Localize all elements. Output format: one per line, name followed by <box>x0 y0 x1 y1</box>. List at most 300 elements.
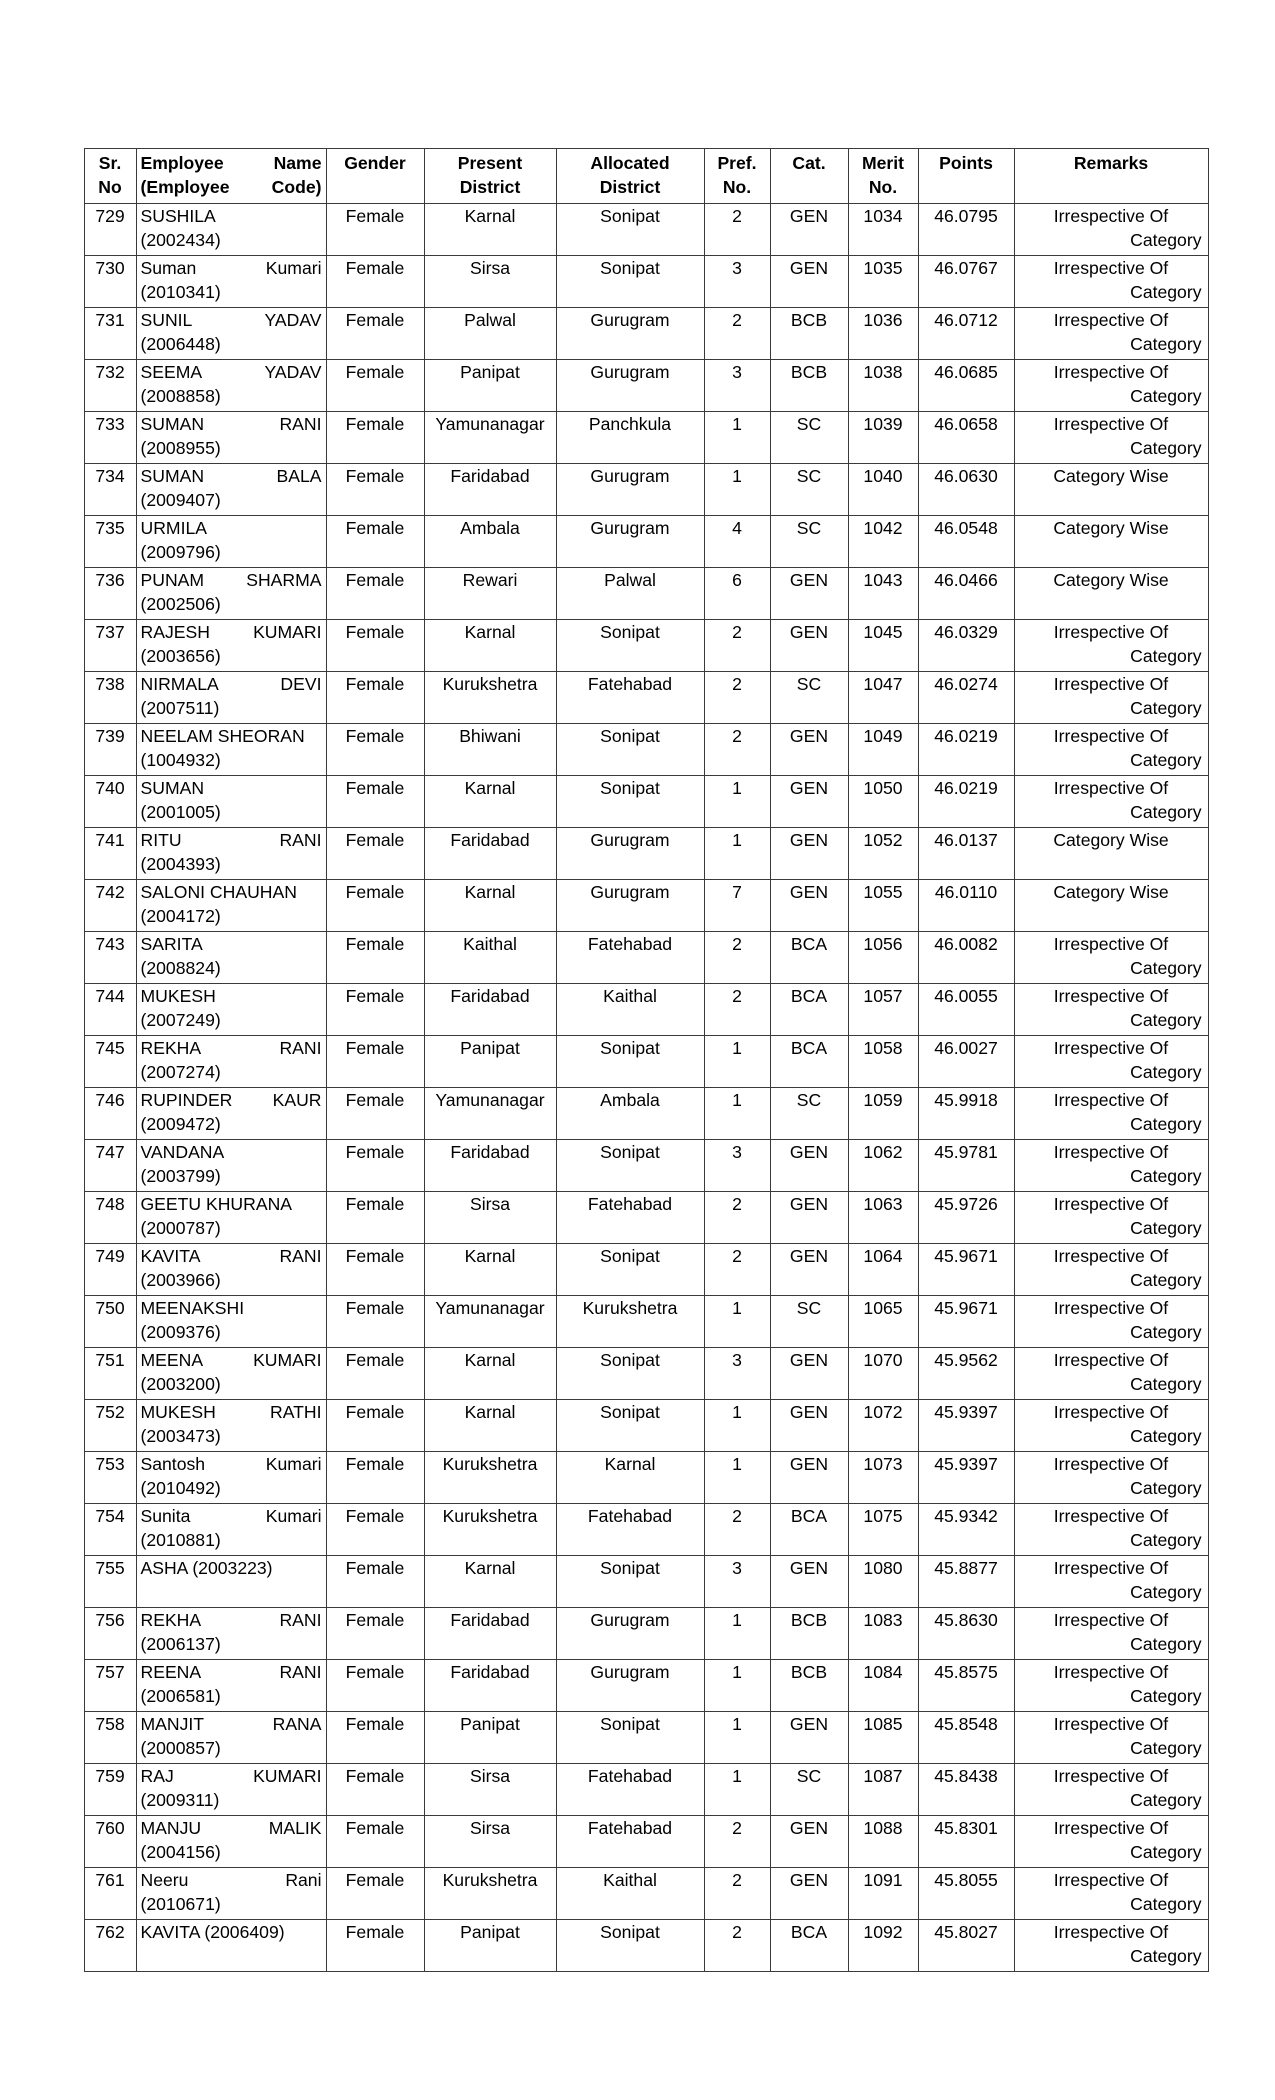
cell-merit-no: 1070 <box>848 1348 918 1400</box>
cell-points: 45.9726 <box>918 1192 1014 1244</box>
cell-allocated-district: Gurugram <box>556 516 704 568</box>
cell-points: 46.0466 <box>918 568 1014 620</box>
remarks-line-2: Category <box>1130 281 1202 302</box>
cell-category: BCB <box>770 1608 848 1660</box>
cell-employee-name <box>136 1452 326 1504</box>
cell-category: SC <box>770 1296 848 1348</box>
table-row <box>84 360 1208 412</box>
cell-remarks <box>1014 256 1208 308</box>
cell-merit-no: 1062 <box>848 1140 918 1192</box>
cell-sr-no: 761 <box>84 1868 136 1920</box>
employee-code-text: (2007274) <box>140 1061 221 1082</box>
cell-pref-no: 2 <box>704 1504 770 1556</box>
cell-points: 45.9918 <box>918 1088 1014 1140</box>
employee-name-text: RUPINDER KAUR <box>140 1090 322 1110</box>
cell-gender: Female <box>326 828 424 880</box>
cell-employee-name <box>136 984 326 1036</box>
cell-remarks <box>1014 1192 1208 1244</box>
employee-name-text: KAVITA (2006409) <box>140 1922 285 1942</box>
cell-sr-no: 732 <box>84 360 136 412</box>
cell-employee-name <box>136 256 326 308</box>
cell-allocated-district: Sonipat <box>556 1712 704 1764</box>
cell-merit-no: 1092 <box>848 1920 918 1972</box>
cell-category: SC <box>770 1764 848 1816</box>
cell-category: GEN <box>770 1400 848 1452</box>
remarks-line-1: Irrespective Of <box>1053 1194 1169 1214</box>
cell-employee-name <box>136 1036 326 1088</box>
remarks-text: Category Wise <box>1053 570 1169 590</box>
header-line-1: Allocated <box>590 153 670 173</box>
cell-merit-no: 1087 <box>848 1764 918 1816</box>
remarks-line-1: Irrespective Of <box>1053 1142 1169 1162</box>
cell-points: 45.8301 <box>918 1816 1014 1868</box>
cell-points: 45.9671 <box>918 1296 1014 1348</box>
cell-allocated-district: Sonipat <box>556 620 704 672</box>
cell-allocated-district: Sonipat <box>556 1244 704 1296</box>
employee-name-text: Santosh Kumari <box>140 1454 322 1474</box>
remarks-text <box>1019 413 1204 460</box>
cell-pref-no: 3 <box>704 1556 770 1608</box>
cell-remarks <box>1014 1348 1208 1400</box>
cell-gender: Female <box>326 1400 424 1452</box>
employee-code-text: (2000787) <box>140 1217 221 1238</box>
cell-pref-no: 4 <box>704 516 770 568</box>
remarks-line-2: Category <box>1130 1945 1202 1966</box>
cell-employee-name <box>136 1556 326 1608</box>
cell-employee-name <box>136 1244 326 1296</box>
cell-gender: Female <box>326 880 424 932</box>
cell-allocated-district: Panchkula <box>556 412 704 464</box>
employee-name-text: MEENAKSHI <box>140 1298 245 1318</box>
cell-remarks <box>1014 1920 1208 1972</box>
cell-pref-no: 2 <box>704 984 770 1036</box>
table-row <box>84 1712 1208 1764</box>
cell-allocated-district: Sonipat <box>556 1920 704 1972</box>
remarks-text <box>1019 309 1204 356</box>
employee-name-text: SUMAN <box>140 778 205 798</box>
remarks-line-1: Irrespective Of <box>1053 1922 1169 1942</box>
remarks-line-2: Category <box>1130 1633 1202 1654</box>
remarks-line-1: Irrespective Of <box>1053 1454 1169 1474</box>
column-header-gender: Gender <box>326 149 424 204</box>
remarks-text <box>1019 1921 1204 1968</box>
cell-sr-no: 751 <box>84 1348 136 1400</box>
remarks-line-1: Irrespective Of <box>1053 726 1169 746</box>
table-row <box>84 932 1208 984</box>
cell-present-district: Panipat <box>424 360 556 412</box>
table-row <box>84 828 1208 880</box>
cell-sr-no: 746 <box>84 1088 136 1140</box>
cell-gender: Female <box>326 1140 424 1192</box>
cell-allocated-district: Fatehabad <box>556 1764 704 1816</box>
cell-pref-no: 2 <box>704 932 770 984</box>
remarks-line-2: Category <box>1130 385 1202 406</box>
cell-category: GEN <box>770 776 848 828</box>
cell-points: 46.0767 <box>918 256 1014 308</box>
cell-employee-name <box>136 1712 326 1764</box>
cell-present-district: Kaithal <box>424 932 556 984</box>
employee-name-text: NIRMALA DEVI <box>140 674 322 694</box>
table-row <box>84 1504 1208 1556</box>
cell-employee-name <box>136 1868 326 1920</box>
remarks-line-1: Irrespective Of <box>1053 622 1169 642</box>
cell-category: BCA <box>770 1504 848 1556</box>
remarks-line-1: Irrespective Of <box>1053 1766 1169 1786</box>
cell-sr-no: 756 <box>84 1608 136 1660</box>
remarks-line-2: Category <box>1130 1113 1202 1134</box>
cell-pref-no: 1 <box>704 464 770 516</box>
remarks-line-1: Irrespective Of <box>1053 1246 1169 1266</box>
cell-remarks <box>1014 724 1208 776</box>
cell-employee-name <box>136 1296 326 1348</box>
cell-remarks <box>1014 464 1208 516</box>
cell-gender: Female <box>326 1868 424 1920</box>
cell-present-district: Yamunanagar <box>424 1088 556 1140</box>
cell-employee-name <box>136 880 326 932</box>
cell-remarks <box>1014 932 1208 984</box>
column-header-pref-no <box>704 149 770 204</box>
cell-allocated-district: Fatehabad <box>556 1504 704 1556</box>
cell-allocated-district: Ambala <box>556 1088 704 1140</box>
cell-employee-name <box>136 1660 326 1712</box>
cell-gender: Female <box>326 1504 424 1556</box>
cell-category: GEN <box>770 1244 848 1296</box>
employee-name-text: Sunita Kumari <box>140 1506 322 1526</box>
cell-gender: Female <box>326 204 424 256</box>
cell-pref-no: 2 <box>704 204 770 256</box>
employee-name-text: Suman Kumari <box>140 258 322 278</box>
cell-present-district: Ambala <box>424 516 556 568</box>
cell-allocated-district: Palwal <box>556 568 704 620</box>
cell-employee-name <box>136 672 326 724</box>
column-header-employee-name <box>136 149 326 204</box>
merit-table-container <box>68 148 1208 1972</box>
remarks-line-2: Category <box>1130 1789 1202 1810</box>
remarks-line-2: Category <box>1130 1061 1202 1082</box>
employee-code-text: (2006448) <box>140 333 221 354</box>
table-row <box>84 1556 1208 1608</box>
employee-code-text: (2003200) <box>140 1373 221 1394</box>
cell-remarks <box>1014 1400 1208 1452</box>
cell-present-district: Faridabad <box>424 1140 556 1192</box>
column-header-cat: Cat. <box>770 149 848 204</box>
remarks-text <box>1019 1089 1204 1136</box>
cell-remarks <box>1014 360 1208 412</box>
remarks-text <box>1019 1609 1204 1656</box>
employee-name-text: SUMAN BALA <box>140 466 322 486</box>
employee-name-text: PUNAM SHARMA <box>140 570 322 590</box>
cell-remarks <box>1014 984 1208 1036</box>
cell-allocated-district: Sonipat <box>556 1556 704 1608</box>
cell-gender: Female <box>326 1608 424 1660</box>
cell-pref-no: 2 <box>704 724 770 776</box>
employee-code-text: (2003656) <box>140 645 221 666</box>
cell-employee-name <box>136 1400 326 1452</box>
cell-pref-no: 1 <box>704 1764 770 1816</box>
remarks-text <box>1019 933 1204 980</box>
cell-pref-no: 2 <box>704 308 770 360</box>
table-row <box>84 1088 1208 1140</box>
column-header-present-district <box>424 149 556 204</box>
cell-gender: Female <box>326 1036 424 1088</box>
cell-remarks <box>1014 1868 1208 1920</box>
table-row <box>84 1816 1208 1868</box>
cell-category: GEN <box>770 1712 848 1764</box>
employee-name-text: NEELAM SHEORAN <box>140 726 305 746</box>
cell-gender: Female <box>326 1660 424 1712</box>
cell-remarks <box>1014 1556 1208 1608</box>
remarks-text <box>1019 777 1204 824</box>
table-row <box>84 1452 1208 1504</box>
cell-allocated-district: Kaithal <box>556 984 704 1036</box>
remarks-line-2: Category <box>1130 1269 1202 1290</box>
cell-remarks <box>1014 1296 1208 1348</box>
cell-gender: Female <box>326 1452 424 1504</box>
table-row <box>84 308 1208 360</box>
cell-remarks <box>1014 1452 1208 1504</box>
cell-gender: Female <box>326 1088 424 1140</box>
cell-pref-no: 1 <box>704 1036 770 1088</box>
cell-employee-name <box>136 724 326 776</box>
table-row <box>84 1608 1208 1660</box>
employee-code-text: (2010341) <box>140 281 221 302</box>
cell-sr-no: 740 <box>84 776 136 828</box>
remarks-line-1: Irrespective Of <box>1053 258 1169 278</box>
employee-code-text: (2000857) <box>140 1737 221 1758</box>
cell-merit-no: 1056 <box>848 932 918 984</box>
cell-present-district: Kurukshetra <box>424 1452 556 1504</box>
cell-employee-name <box>136 1348 326 1400</box>
cell-pref-no: 1 <box>704 1660 770 1712</box>
cell-category: GEN <box>770 256 848 308</box>
cell-category: SC <box>770 412 848 464</box>
employee-code-text: (2003799) <box>140 1165 221 1186</box>
employee-code-text: (2006137) <box>140 1633 221 1654</box>
cell-allocated-district: Gurugram <box>556 360 704 412</box>
cell-present-district: Panipat <box>424 1036 556 1088</box>
cell-merit-no: 1040 <box>848 464 918 516</box>
cell-sr-no: 743 <box>84 932 136 984</box>
cell-allocated-district: Sonipat <box>556 256 704 308</box>
remarks-line-1: Irrespective Of <box>1053 362 1169 382</box>
cell-gender: Female <box>326 360 424 412</box>
cell-sr-no: 750 <box>84 1296 136 1348</box>
cell-present-district: Kurukshetra <box>424 1868 556 1920</box>
cell-allocated-district: Gurugram <box>556 1660 704 1712</box>
employee-allocation-table <box>84 148 1209 1972</box>
cell-present-district: Karnal <box>424 1244 556 1296</box>
cell-employee-name <box>136 204 326 256</box>
cell-category: GEN <box>770 1348 848 1400</box>
cell-employee-name <box>136 568 326 620</box>
cell-category: BCA <box>770 1036 848 1088</box>
cell-merit-no: 1042 <box>848 516 918 568</box>
cell-pref-no: 2 <box>704 1816 770 1868</box>
cell-sr-no: 741 <box>84 828 136 880</box>
cell-employee-name <box>136 932 326 984</box>
cell-pref-no: 1 <box>704 776 770 828</box>
cell-pref-no: 2 <box>704 1920 770 1972</box>
employee-name-text: SALONI CHAUHAN <box>140 882 297 902</box>
cell-present-district: Kurukshetra <box>424 1504 556 1556</box>
cell-merit-no: 1075 <box>848 1504 918 1556</box>
cell-gender: Female <box>326 1192 424 1244</box>
cell-employee-name <box>136 464 326 516</box>
employee-name-text: SUNIL YADAV <box>140 310 322 330</box>
cell-present-district: Sirsa <box>424 1192 556 1244</box>
cell-merit-no: 1036 <box>848 308 918 360</box>
cell-employee-name <box>136 1920 326 1972</box>
cell-allocated-district: Sonipat <box>556 1140 704 1192</box>
cell-category: GEN <box>770 1868 848 1920</box>
cell-gender: Female <box>326 1920 424 1972</box>
cell-employee-name <box>136 1140 326 1192</box>
cell-remarks <box>1014 1036 1208 1088</box>
remarks-line-1: Irrespective Of <box>1053 986 1169 1006</box>
cell-remarks <box>1014 568 1208 620</box>
remarks-line-1: Irrespective Of <box>1053 206 1169 226</box>
employee-code-text: (2004156) <box>140 1841 221 1862</box>
cell-pref-no: 1 <box>704 1296 770 1348</box>
column-header-points: Points <box>918 149 1014 204</box>
employee-name-text: MUKESH <box>140 986 216 1006</box>
cell-merit-no: 1080 <box>848 1556 918 1608</box>
cell-present-district: Bhiwani <box>424 724 556 776</box>
cell-merit-no: 1058 <box>848 1036 918 1088</box>
cell-merit-no: 1050 <box>848 776 918 828</box>
employee-code-text: (2003966) <box>140 1269 221 1290</box>
cell-merit-no: 1063 <box>848 1192 918 1244</box>
cell-sr-no: 752 <box>84 1400 136 1452</box>
cell-merit-no: 1091 <box>848 1868 918 1920</box>
cell-gender: Female <box>326 1348 424 1400</box>
table-row <box>84 464 1208 516</box>
cell-sr-no: 759 <box>84 1764 136 1816</box>
table-row <box>84 984 1208 1036</box>
cell-remarks <box>1014 1764 1208 1816</box>
employee-code-text: (2010671) <box>140 1893 221 1914</box>
cell-merit-no: 1049 <box>848 724 918 776</box>
remarks-text <box>1019 1869 1204 1916</box>
cell-remarks <box>1014 204 1208 256</box>
cell-present-district: Faridabad <box>424 1608 556 1660</box>
cell-employee-name <box>136 1192 326 1244</box>
cell-points: 45.8548 <box>918 1712 1014 1764</box>
table-header-row <box>84 149 1208 204</box>
cell-sr-no: 758 <box>84 1712 136 1764</box>
remarks-line-1: Irrespective Of <box>1053 1558 1169 1578</box>
header-line-1: Present <box>457 153 523 173</box>
cell-gender: Female <box>326 464 424 516</box>
remarks-text <box>1019 673 1204 720</box>
cell-category: BCA <box>770 932 848 984</box>
remarks-text: Category Wise <box>1053 830 1169 850</box>
cell-category: SC <box>770 672 848 724</box>
employee-code-text: (1004932) <box>140 749 221 770</box>
remarks-text <box>1019 1401 1204 1448</box>
cell-allocated-district: Karnal <box>556 1452 704 1504</box>
remarks-line-2: Category <box>1130 1321 1202 1342</box>
employee-code-text: (2003473) <box>140 1425 221 1446</box>
remarks-line-2: Category <box>1130 1009 1202 1030</box>
cell-merit-no: 1057 <box>848 984 918 1036</box>
remarks-line-2: Category <box>1130 437 1202 458</box>
cell-allocated-district: Fatehabad <box>556 1192 704 1244</box>
header-line-2: No <box>98 176 122 197</box>
cell-merit-no: 1043 <box>848 568 918 620</box>
cell-gender: Female <box>326 1764 424 1816</box>
header-line-1: Sr. <box>98 153 122 173</box>
cell-gender: Female <box>326 568 424 620</box>
remarks-line-1: Irrespective Of <box>1053 1870 1169 1890</box>
remarks-text <box>1019 1141 1204 1188</box>
column-header-remarks: Remarks <box>1014 149 1208 204</box>
cell-present-district: Faridabad <box>424 984 556 1036</box>
cell-points: 46.0685 <box>918 360 1014 412</box>
remarks-line-2: Category <box>1130 1581 1202 1602</box>
cell-merit-no: 1084 <box>848 1660 918 1712</box>
employee-code-text: (2002506) <box>140 593 221 614</box>
cell-sr-no: 762 <box>84 1920 136 1972</box>
table-row <box>84 1036 1208 1088</box>
cell-merit-no: 1064 <box>848 1244 918 1296</box>
cell-pref-no: 1 <box>704 828 770 880</box>
cell-sr-no: 731 <box>84 308 136 360</box>
cell-points: 45.8055 <box>918 1868 1014 1920</box>
remarks-text <box>1019 725 1204 772</box>
remarks-line-2: Category <box>1130 1529 1202 1550</box>
employee-name-text: REKHA RANI <box>140 1610 322 1630</box>
cell-sr-no: 735 <box>84 516 136 568</box>
cell-remarks <box>1014 672 1208 724</box>
remarks-line-2: Category <box>1130 1737 1202 1758</box>
cell-category: SC <box>770 516 848 568</box>
cell-remarks <box>1014 1816 1208 1868</box>
cell-merit-no: 1065 <box>848 1296 918 1348</box>
remarks-line-1: Irrespective Of <box>1053 1090 1169 1110</box>
cell-points: 45.9397 <box>918 1400 1014 1452</box>
remarks-text <box>1019 361 1204 408</box>
remarks-line-1: Irrespective Of <box>1053 1506 1169 1526</box>
header-line-1: Merit <box>861 153 905 173</box>
remarks-line-2: Category <box>1130 801 1202 822</box>
remarks-text <box>1019 1505 1204 1552</box>
cell-sr-no: 744 <box>84 984 136 1036</box>
employee-code-text: (2009472) <box>140 1113 221 1134</box>
cell-remarks <box>1014 1608 1208 1660</box>
table-header <box>84 149 1208 204</box>
table-row <box>84 620 1208 672</box>
cell-present-district: Sirsa <box>424 1764 556 1816</box>
remarks-line-1: Irrespective Of <box>1053 1350 1169 1370</box>
cell-points: 45.9342 <box>918 1504 1014 1556</box>
cell-employee-name <box>136 360 326 412</box>
cell-points: 46.0329 <box>918 620 1014 672</box>
cell-allocated-district: Gurugram <box>556 464 704 516</box>
employee-name-text: RAJESH KUMARI <box>140 622 322 642</box>
cell-category: BCA <box>770 984 848 1036</box>
cell-sr-no: 738 <box>84 672 136 724</box>
cell-sr-no: 748 <box>84 1192 136 1244</box>
cell-sr-no: 745 <box>84 1036 136 1088</box>
employee-code-text: (2009407) <box>140 489 221 510</box>
remarks-text <box>1019 1297 1204 1344</box>
cell-employee-name <box>136 1608 326 1660</box>
cell-present-district: Faridabad <box>424 464 556 516</box>
remarks-line-2: Category <box>1130 1165 1202 1186</box>
table-row <box>84 568 1208 620</box>
employee-name-text: MANJIT RANA <box>140 1714 322 1734</box>
